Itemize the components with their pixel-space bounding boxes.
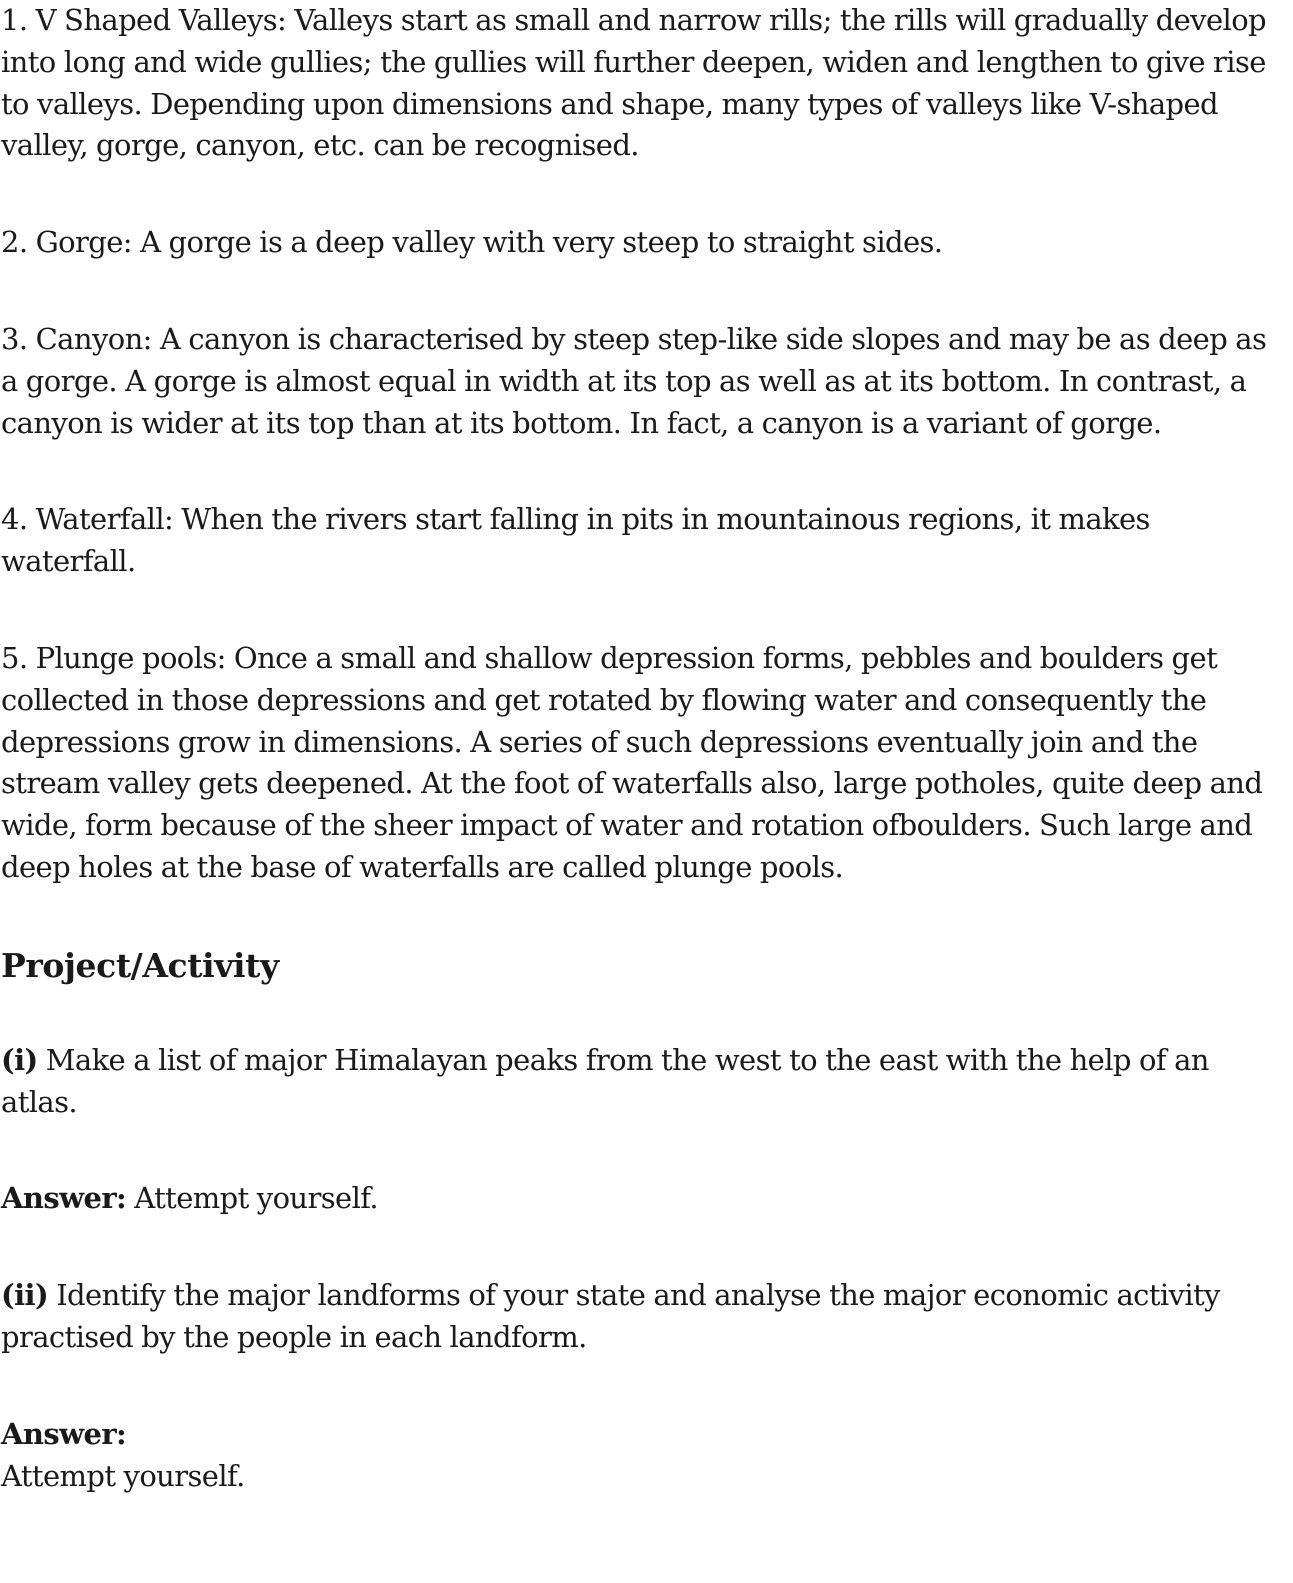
activity-answer-2-label <box>1 1414 1289 1456</box>
paragraph-waterfall: 4. Waterfall: When the rivers start falling in pits in mountainous regions, it makes waterfall. <box>1 502 1150 579</box>
activity-label-1: (i) <box>1 1042 38 1077</box>
activity-question-text-2: Identify the major landforms of your state and analyse the major economic activity practised by the people in each landform. <box>1 1278 1220 1354</box>
activity-question-text-1: Make a list of major Himalayan peaks from the west to the east with the help of an atlas. <box>1 1042 1209 1119</box>
answer-label-2: Answer: <box>1 1416 127 1451</box>
activity-answer-1 <box>1 1178 1289 1220</box>
answer-label-1: Answer: <box>1 1181 127 1216</box>
activity-answer-2-text: Attempt yourself. <box>1 1458 245 1493</box>
paragraph-plunge-pools: 5. Plunge pools: Once a small and shallow depression forms, pebbles and boulders get collected in those depressions and get rotated by flowing water and consequently the depressions grow in dimensions. A series of such depressions eventually join and the stream valley gets deepened. At the foot of waterfalls also, large potholes, quite deep and wide, form because of the sheer impact of water and rotation ofboulders. Such large and deep holes at the base of waterfalls are called plunge pools. <box>1 640 1263 884</box>
paragraph-canyon: 3. Canyon: A canyon is characterised by steep step-like side slopes and may be as deep as a gorge. A gorge is almost equal in width at its top as well as at its bottom. In contrast, a canyon is wider at its top than at its bottom. In fact, a canyon is a variant of gorge. <box>1 321 1267 440</box>
activity-label-2: (ii) <box>1 1278 49 1313</box>
paragraph-gorge: 2. Gorge: A gorge is a deep valley with very steep to straight sides. <box>1 225 943 260</box>
section-heading: Project/Activity <box>1 945 279 985</box>
document-page <box>1 0 1289 1497</box>
paragraph-v-shaped-valleys: 1. V Shaped Valleys: Valleys start as small and narrow rills; the rills will gradually develop into long and wide gullies; the gullies will further deepen, widen and lengthen to give rise to valleys. Depending upon dimensions and shape, many types of valleys like V-shaped valley, gorge, canyon, etc. can be recognised. <box>1 3 1267 163</box>
activity-question-2 <box>1 1275 1289 1359</box>
activity-question-1 <box>1 1040 1289 1124</box>
answer-text-1: Attempt yourself. <box>134 1181 379 1216</box>
